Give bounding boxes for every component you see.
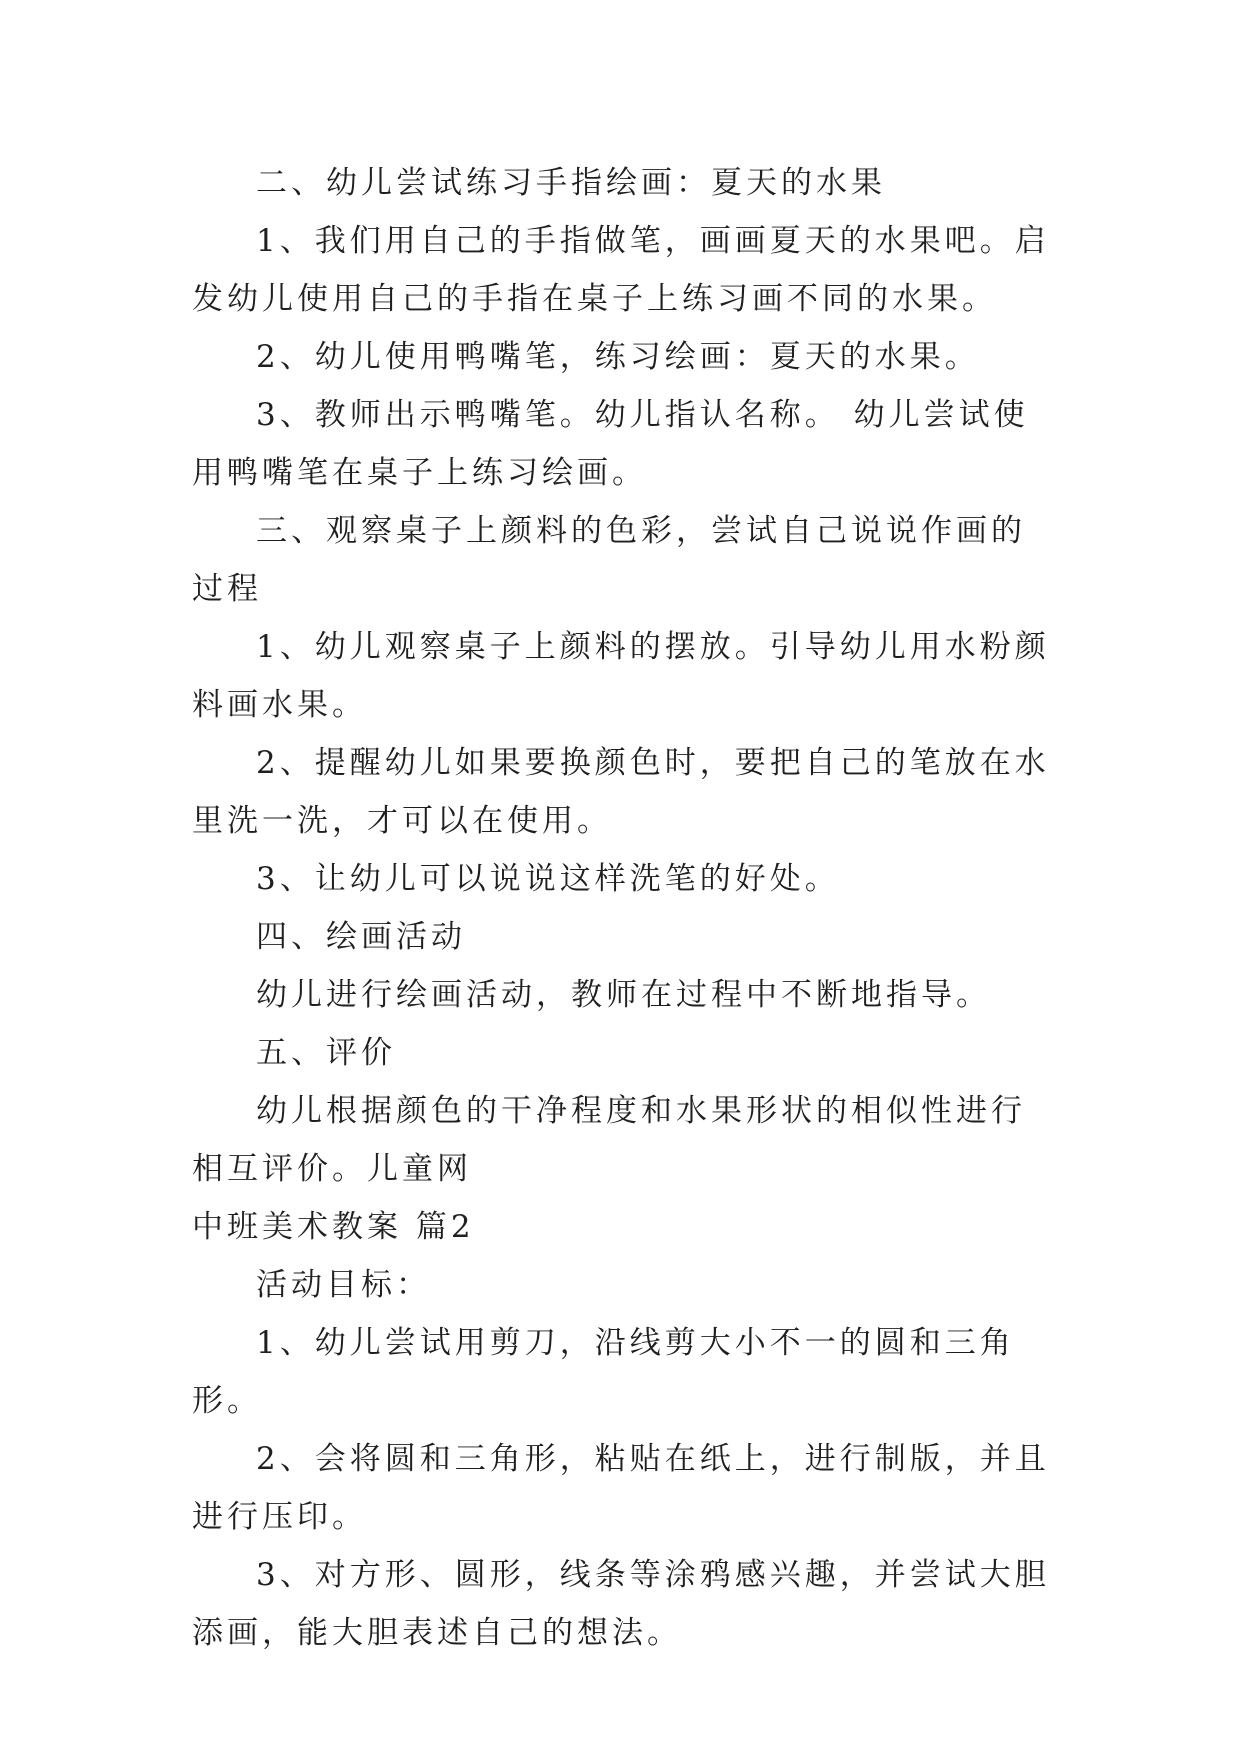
heading-painting-activity: 四、绘画活动 bbox=[256, 919, 466, 955]
heading-observe-colors: 三、观察桌子上颜料的色彩，尝试自己说说作画的过程 bbox=[192, 513, 1026, 607]
paragraph-observe-3: 3、让幼儿可以说说这样洗笔的好处。 bbox=[256, 861, 840, 897]
heading-activity-goals: 活动目标： bbox=[256, 1267, 431, 1303]
goal-2: 2、会将圆和三角形，粘贴在纸上，进行制版，并且进行压印。 bbox=[192, 1441, 1050, 1535]
paragraph-step-2: 2、幼儿使用鸭嘴笔，练习绘画：夏天的水果。 bbox=[256, 339, 980, 375]
paragraph-step-3: 3、教师出示鸭嘴笔。幼儿指认名称。 幼儿尝试使用鸭嘴笔在桌子上练习绘画。 bbox=[192, 397, 1029, 491]
heading-finger-painting: 二、幼儿尝试练习手指绘画：夏天的水果 bbox=[256, 165, 886, 201]
paragraph-painting-activity: 幼儿进行绘画活动，教师在过程中不断地指导。 bbox=[256, 977, 991, 1013]
document-body bbox=[192, 154, 1052, 1662]
heading-evaluation: 五、评价 bbox=[256, 1035, 396, 1071]
paragraph-step-1: 1、我们用自己的手指做笔，画画夏天的水果吧。启发幼儿使用自己的手指在桌子上练习画不同的水果。 bbox=[192, 223, 1050, 317]
paragraph-observe-1: 1、幼儿观察桌子上颜料的摆放。引导幼儿用水粉颜料画水果。 bbox=[192, 629, 1050, 723]
goal-3: 3、对方形、圆形，线条等涂鸦感兴趣，并尝试大胆添画，能大胆表述自己的想法。 bbox=[192, 1557, 1050, 1651]
paragraph-observe-2: 2、提醒幼儿如果要换颜色时，要把自己的笔放在水里洗一洗，才可以在使用。 bbox=[192, 745, 1050, 839]
section-title: 中班美术教案 篇2 bbox=[192, 1209, 475, 1245]
paragraph-evaluation: 幼儿根据颜色的干净程度和水果形状的相似性进行相互评价。儿童网 bbox=[192, 1093, 1026, 1187]
goal-1: 1、幼儿尝试用剪刀，沿线剪大小不一的圆和三角形。 bbox=[192, 1325, 1015, 1419]
